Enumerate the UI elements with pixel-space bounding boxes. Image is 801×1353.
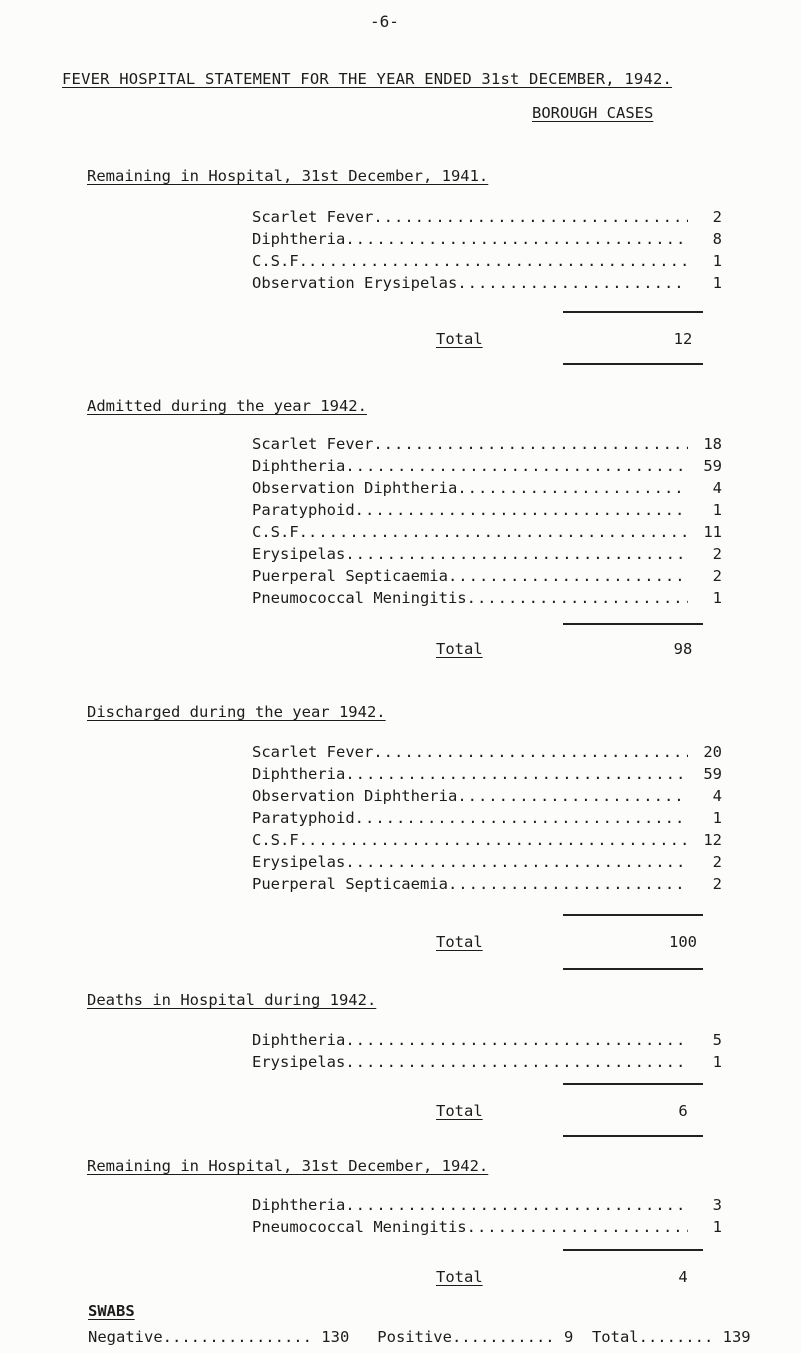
item-value: 12 (703, 831, 722, 849)
list-item (252, 588, 722, 608)
item-label: C.S.F. (252, 831, 308, 849)
swabs-negative-value: 130 (321, 1328, 350, 1346)
list-item (252, 764, 722, 784)
item-value: 1 (712, 274, 722, 292)
list-item (252, 808, 722, 828)
total-label: Total (436, 1268, 483, 1286)
divider (563, 1083, 703, 1085)
swabs-negative-label: Negative (88, 1328, 163, 1346)
total-label: Total (436, 1102, 483, 1120)
item-label: Diphtheria (252, 457, 346, 475)
list-item (252, 500, 722, 520)
item-value: 20 (703, 743, 722, 761)
section-heading: Discharged during the year 1942. (87, 703, 386, 721)
divider (563, 363, 703, 365)
list-item (252, 522, 722, 542)
item-label: Scarlet Fever (252, 743, 374, 761)
item-value: 1 (712, 501, 722, 519)
item-label: C.S.F. (252, 523, 308, 541)
item-value: 1 (712, 1053, 722, 1071)
item-value: 2 (712, 853, 722, 871)
item-label: Erysipelas (252, 1053, 346, 1071)
swabs-total-label: Total (591, 1328, 639, 1346)
section-heading: Remaining in Hospital, 31st December, 1942. (87, 1157, 489, 1175)
list-item (252, 229, 722, 249)
total-value: 100 (669, 933, 697, 951)
item-value: 5 (712, 1031, 722, 1049)
swabs-heading: SWABS (88, 1302, 135, 1320)
list-item (252, 273, 722, 293)
list-item (252, 1030, 722, 1050)
item-value: 2 (712, 567, 722, 585)
list-item (252, 1217, 722, 1237)
document-title: FEVER HOSPITAL STATEMENT FOR THE YEAR ENDED 31st DECEMBER, 1942. (62, 70, 673, 88)
item-value: 18 (703, 435, 722, 453)
item-value: 1 (712, 589, 722, 607)
list-item (252, 251, 722, 271)
item-value: 1 (712, 1218, 722, 1236)
item-value: 2 (712, 208, 722, 226)
list-item (252, 852, 722, 872)
item-label: Pneumococcal Meningitis (252, 589, 467, 607)
list-item (252, 874, 722, 894)
item-label: Scarlet Fever (252, 208, 374, 226)
swabs-line: Negative................ 130 Positive........... 9 Total........ 139 (88, 1328, 751, 1346)
item-label: Puerperal Septicaemia (252, 875, 448, 893)
list-item (252, 830, 722, 850)
list-item (252, 742, 722, 762)
item-label: Erysipelas (252, 545, 346, 563)
item-label: C.S.F. (252, 252, 308, 270)
document-subtitle: BOROUGH CASES (532, 104, 654, 122)
item-label: Paratyphoid (252, 809, 355, 827)
section-heading: Deaths in Hospital during 1942. (87, 991, 377, 1009)
item-label: Scarlet Fever (252, 435, 374, 453)
item-value: 2 (712, 875, 722, 893)
list-item (252, 786, 722, 806)
item-value: 1 (712, 809, 722, 827)
swabs-total-value: 139 (722, 1328, 751, 1346)
page-number: -6- (370, 12, 399, 31)
list-item (252, 566, 722, 586)
total-label: Total (436, 640, 483, 658)
item-label: Diphtheria (252, 230, 346, 248)
total-label: Total (436, 330, 483, 348)
swabs-positive-value: 9 (563, 1328, 574, 1346)
item-value: 8 (712, 230, 722, 248)
divider (563, 623, 703, 625)
list-item (252, 1195, 722, 1215)
section-heading: Remaining in Hospital, 31st December, 1941. (87, 167, 489, 185)
item-label: Observation Diphtheria (252, 479, 458, 497)
section-heading: Admitted during the year 1942. (87, 397, 367, 415)
item-value: 1 (712, 252, 722, 270)
total-value: 6 (678, 1102, 688, 1120)
divider (563, 1135, 703, 1137)
list-item (252, 434, 722, 454)
total-value: 4 (678, 1268, 688, 1286)
divider (563, 1249, 703, 1251)
list-item (252, 1052, 722, 1072)
item-value: 59 (703, 765, 722, 783)
divider (563, 311, 703, 313)
item-label: Erysipelas (252, 853, 346, 871)
total-value: 12 (673, 330, 693, 348)
item-label: Paratyphoid (252, 501, 355, 519)
item-label: Puerperal Septicaemia (252, 567, 448, 585)
item-value: 59 (703, 457, 722, 475)
item-label: Pneumococcal Meningitis (252, 1218, 467, 1236)
divider (563, 914, 703, 916)
list-item (252, 478, 722, 498)
item-value: 3 (712, 1196, 722, 1214)
swabs-positive-label: Positive (377, 1328, 452, 1346)
list-item (252, 544, 722, 564)
item-label: Observation Diphtheria (252, 787, 458, 805)
item-label: Diphtheria (252, 1196, 346, 1214)
item-value: 4 (712, 787, 722, 805)
list-item (252, 456, 722, 476)
total-label: Total (436, 933, 483, 951)
total-value: 98 (673, 640, 693, 658)
item-label: Diphtheria (252, 765, 346, 783)
item-value: 2 (712, 545, 722, 563)
list-item (252, 207, 722, 227)
item-label: Diphtheria (252, 1031, 346, 1049)
divider (563, 968, 703, 970)
item-value: 11 (703, 523, 722, 541)
item-label: Observation Erysipelas (252, 274, 458, 292)
item-value: 4 (712, 479, 722, 497)
